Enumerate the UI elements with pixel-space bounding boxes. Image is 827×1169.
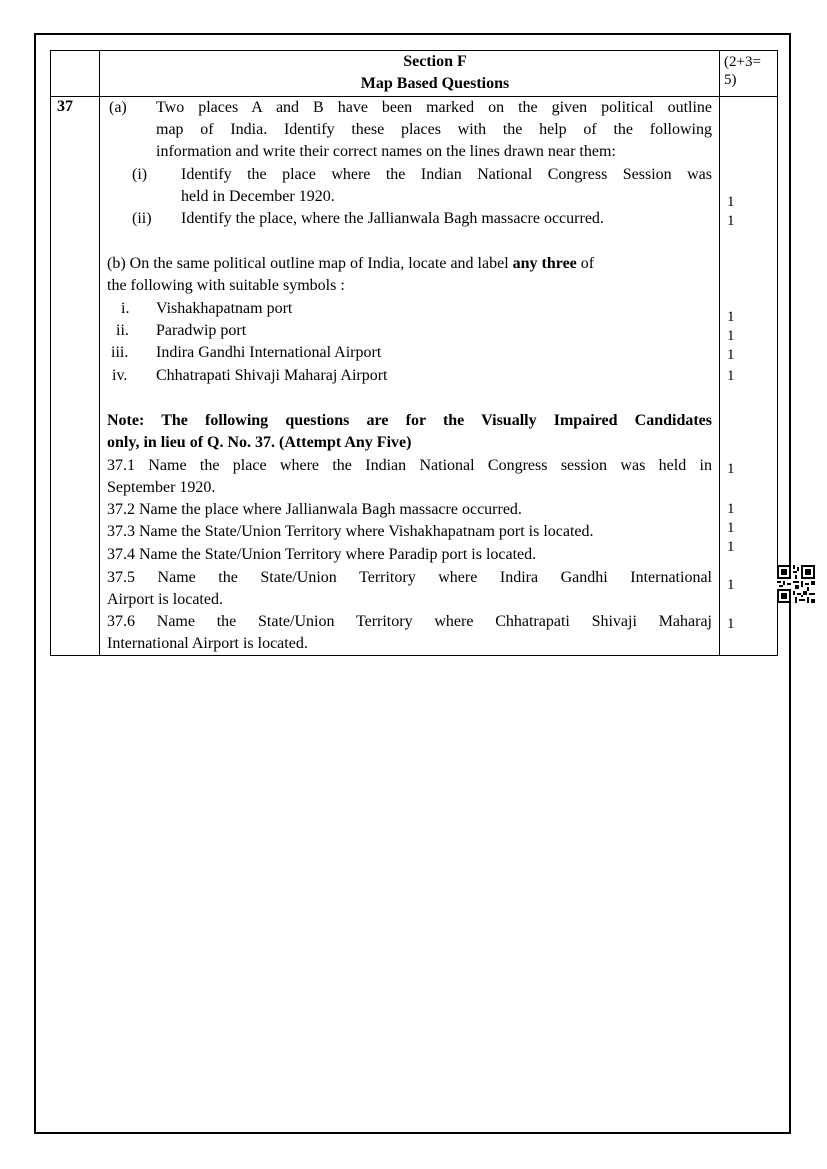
vi-note-line1: Note: The following questions are for the Visually Impaired Candidates: [107, 412, 712, 429]
mark: 1: [727, 368, 735, 384]
mark: 1: [727, 213, 735, 229]
marks-total-line1: (2+3=: [724, 54, 761, 70]
part-b-item-text: Vishakhapatnam port: [156, 300, 293, 317]
section-subtitle: Map Based Questions: [360, 75, 510, 92]
part-a-item-label: (i): [132, 166, 148, 183]
qr-code-icon: [777, 565, 815, 603]
vi-question: 37.2 Name the place where Jallianwala Bagh massacre occurred.: [107, 501, 522, 518]
part-b-item-text: Chhatrapati Shivaji Maharaj Airport: [156, 367, 388, 384]
mark: 1: [727, 461, 735, 477]
column-divider: [99, 51, 100, 655]
mark: 1: [727, 577, 735, 593]
vi-note-line2: only, in lieu of Q. No. 37. (Attempt Any Five): [107, 434, 412, 451]
part-b-item-text: Indira Gandhi International Airport: [156, 344, 382, 361]
part-a-item-label: (ii): [132, 210, 152, 227]
part-a-text-line: Two places A and B have been marked on the given political outline: [156, 99, 712, 116]
part-a-item-text: Identify the place where the Indian National Congress Session was: [181, 166, 712, 183]
part-b-intro-line2: the following with suitable symbols :: [107, 277, 345, 294]
part-a-text-line: information and write their correct names on the lines drawn near them:: [156, 143, 616, 160]
part-a-label: (a): [109, 99, 127, 116]
part-b-item-label: i.: [121, 300, 130, 317]
vi-question: 37.4 Name the State/Union Territory where Paradip port is located.: [107, 546, 537, 563]
column-divider: [719, 51, 720, 655]
vi-question: 37.5 Name the State/Union Territory where Indira Gandhi International: [107, 569, 712, 586]
section-title: Section F: [403, 53, 467, 70]
vi-question: September 1920.: [107, 479, 216, 496]
mark: 1: [727, 194, 735, 210]
mark: 1: [727, 347, 735, 363]
marks-total-line2: 5): [724, 72, 737, 88]
part-a-item-text: held in December 1920.: [181, 188, 335, 205]
part-b-item-text: Paradwip port: [156, 322, 247, 339]
mark: 1: [727, 520, 735, 536]
part-b-item-label: iii.: [111, 344, 129, 361]
part-b-item-label: iv.: [112, 367, 128, 384]
part-a-text-line: map of India. Identify these places with the help of the following: [156, 121, 712, 138]
part-a-item-text: Identify the place, where the Jallianwala Bagh massacre occurred.: [181, 210, 604, 227]
vi-question: 37.3 Name the State/Union Territory where Vishakhapatnam port is located.: [107, 523, 594, 540]
mark: 1: [727, 309, 735, 325]
vi-question: International Airport is located.: [107, 635, 308, 652]
mark: 1: [727, 616, 735, 632]
part-b-intro-line1: (b) On the same political outline map of India, locate and label any three of: [107, 255, 595, 272]
vi-question: 37.1 Name the place where the Indian National Congress session was held in: [107, 457, 712, 474]
mark: 1: [727, 328, 735, 344]
mark: 1: [727, 539, 735, 555]
vi-question: 37.6 Name the State/Union Territory where Chhatrapati Shivaji Maharaj: [107, 613, 712, 630]
question-number: 37: [57, 98, 73, 115]
mark: 1: [727, 501, 735, 517]
part-b-item-label: ii.: [116, 322, 129, 339]
vi-question: Airport is located.: [107, 591, 223, 608]
